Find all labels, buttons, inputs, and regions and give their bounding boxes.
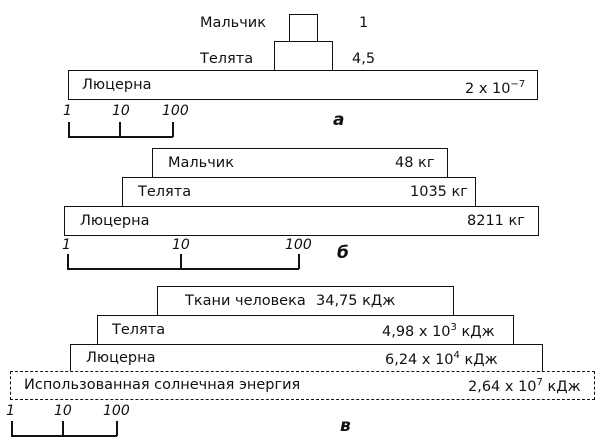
pyramid-a-calves-value: 4,5	[352, 51, 376, 67]
pyramid-c-solar-value-unit: кДж	[542, 378, 581, 395]
scale-c-line	[11, 435, 117, 437]
pyramid-c-solar-value-exp: 7	[536, 377, 543, 388]
pyramid-a-alfalfa-value-base: 2 x 10	[465, 80, 511, 97]
pyramid-b-alfalfa-label: Люцерна	[80, 213, 150, 229]
scale-b-tick-1: 1	[62, 237, 71, 253]
pyramid-c-alfalfa-value-base: 6,24 x 10	[385, 351, 454, 368]
pyramid-c-solar-value-base: 2,64 x 10	[468, 378, 537, 395]
pyramid-c-human-value: 34,75 кДж	[316, 293, 396, 309]
pyramid-c-calves-value-unit: кДж	[456, 323, 495, 340]
pyramid-c-calves-value	[382, 320, 495, 340]
pyramid-c-calves-value-base: 4,98 x 10	[382, 323, 451, 340]
scale-a-tick-mark-1	[68, 122, 70, 137]
pyramid-c-letter: в	[340, 416, 351, 436]
scale-b-tick-10: 10	[172, 237, 190, 253]
scale-c-tick-mark-1	[11, 421, 13, 436]
scale-a-tick-100: 100	[162, 103, 189, 119]
scale-c-tick-mark-100	[116, 421, 118, 436]
pyramid-a-alfalfa-label: Люцерна	[82, 77, 152, 93]
scale-a-line	[68, 136, 173, 138]
pyramid-c-human-label: Ткани человека	[185, 293, 306, 309]
pyramid-b-calves-label: Телята	[138, 184, 192, 200]
pyramid-b-alfalfa-value: 8211 кг	[467, 213, 525, 229]
scale-a-tick-mark-10	[119, 122, 121, 137]
pyramid-c-solar-label: Использованная солнечная энергия	[24, 377, 301, 393]
scale-b-tick-mark-1	[67, 254, 69, 269]
scale-b-tick-mark-100	[298, 254, 300, 269]
pyramid-c-solar-value	[468, 375, 581, 395]
scale-b-line	[67, 268, 299, 270]
pyramid-a-calves-block	[274, 41, 333, 71]
scale-c-tick-1: 1	[6, 403, 15, 419]
pyramid-c-calves-value-exp: 3	[450, 322, 457, 333]
pyramid-a-alfalfa-value-exp: −7	[510, 79, 526, 90]
pyramid-a-alfalfa-value	[465, 77, 525, 97]
scale-a-tick-mark-100	[172, 122, 174, 137]
pyramid-b-boy-value: 48 кг	[395, 155, 435, 171]
scale-b-tick-mark-10	[180, 254, 182, 269]
pyramid-a-boy-block	[289, 14, 318, 42]
pyramid-a-calves-label: Телята	[200, 51, 254, 67]
pyramid-b-letter: б	[337, 243, 349, 263]
pyramid-b-boy-label: Мальчик	[168, 155, 234, 171]
pyramid-c-alfalfa-label: Люцерна	[86, 350, 156, 366]
pyramid-c-alfalfa-value-unit: кДж	[459, 351, 498, 368]
scale-a-tick-10: 10	[112, 103, 130, 119]
scale-c-tick-mark-10	[62, 421, 64, 436]
scale-c-tick-100: 100	[103, 403, 130, 419]
scale-a-tick-1: 1	[63, 103, 72, 119]
pyramid-a-letter: а	[333, 110, 345, 130]
scale-b-tick-100: 100	[285, 237, 312, 253]
pyramid-a-boy-value: 1	[359, 15, 369, 31]
pyramid-c-calves-label: Телята	[112, 322, 166, 338]
scale-c-tick-10: 10	[54, 403, 72, 419]
pyramid-b-calves-value: 1035 кг	[410, 184, 468, 200]
pyramid-a-boy-label: Мальчик	[200, 15, 266, 31]
pyramid-c-alfalfa-value	[385, 348, 498, 368]
pyramid-c-alfalfa-value-exp: 4	[453, 350, 460, 361]
